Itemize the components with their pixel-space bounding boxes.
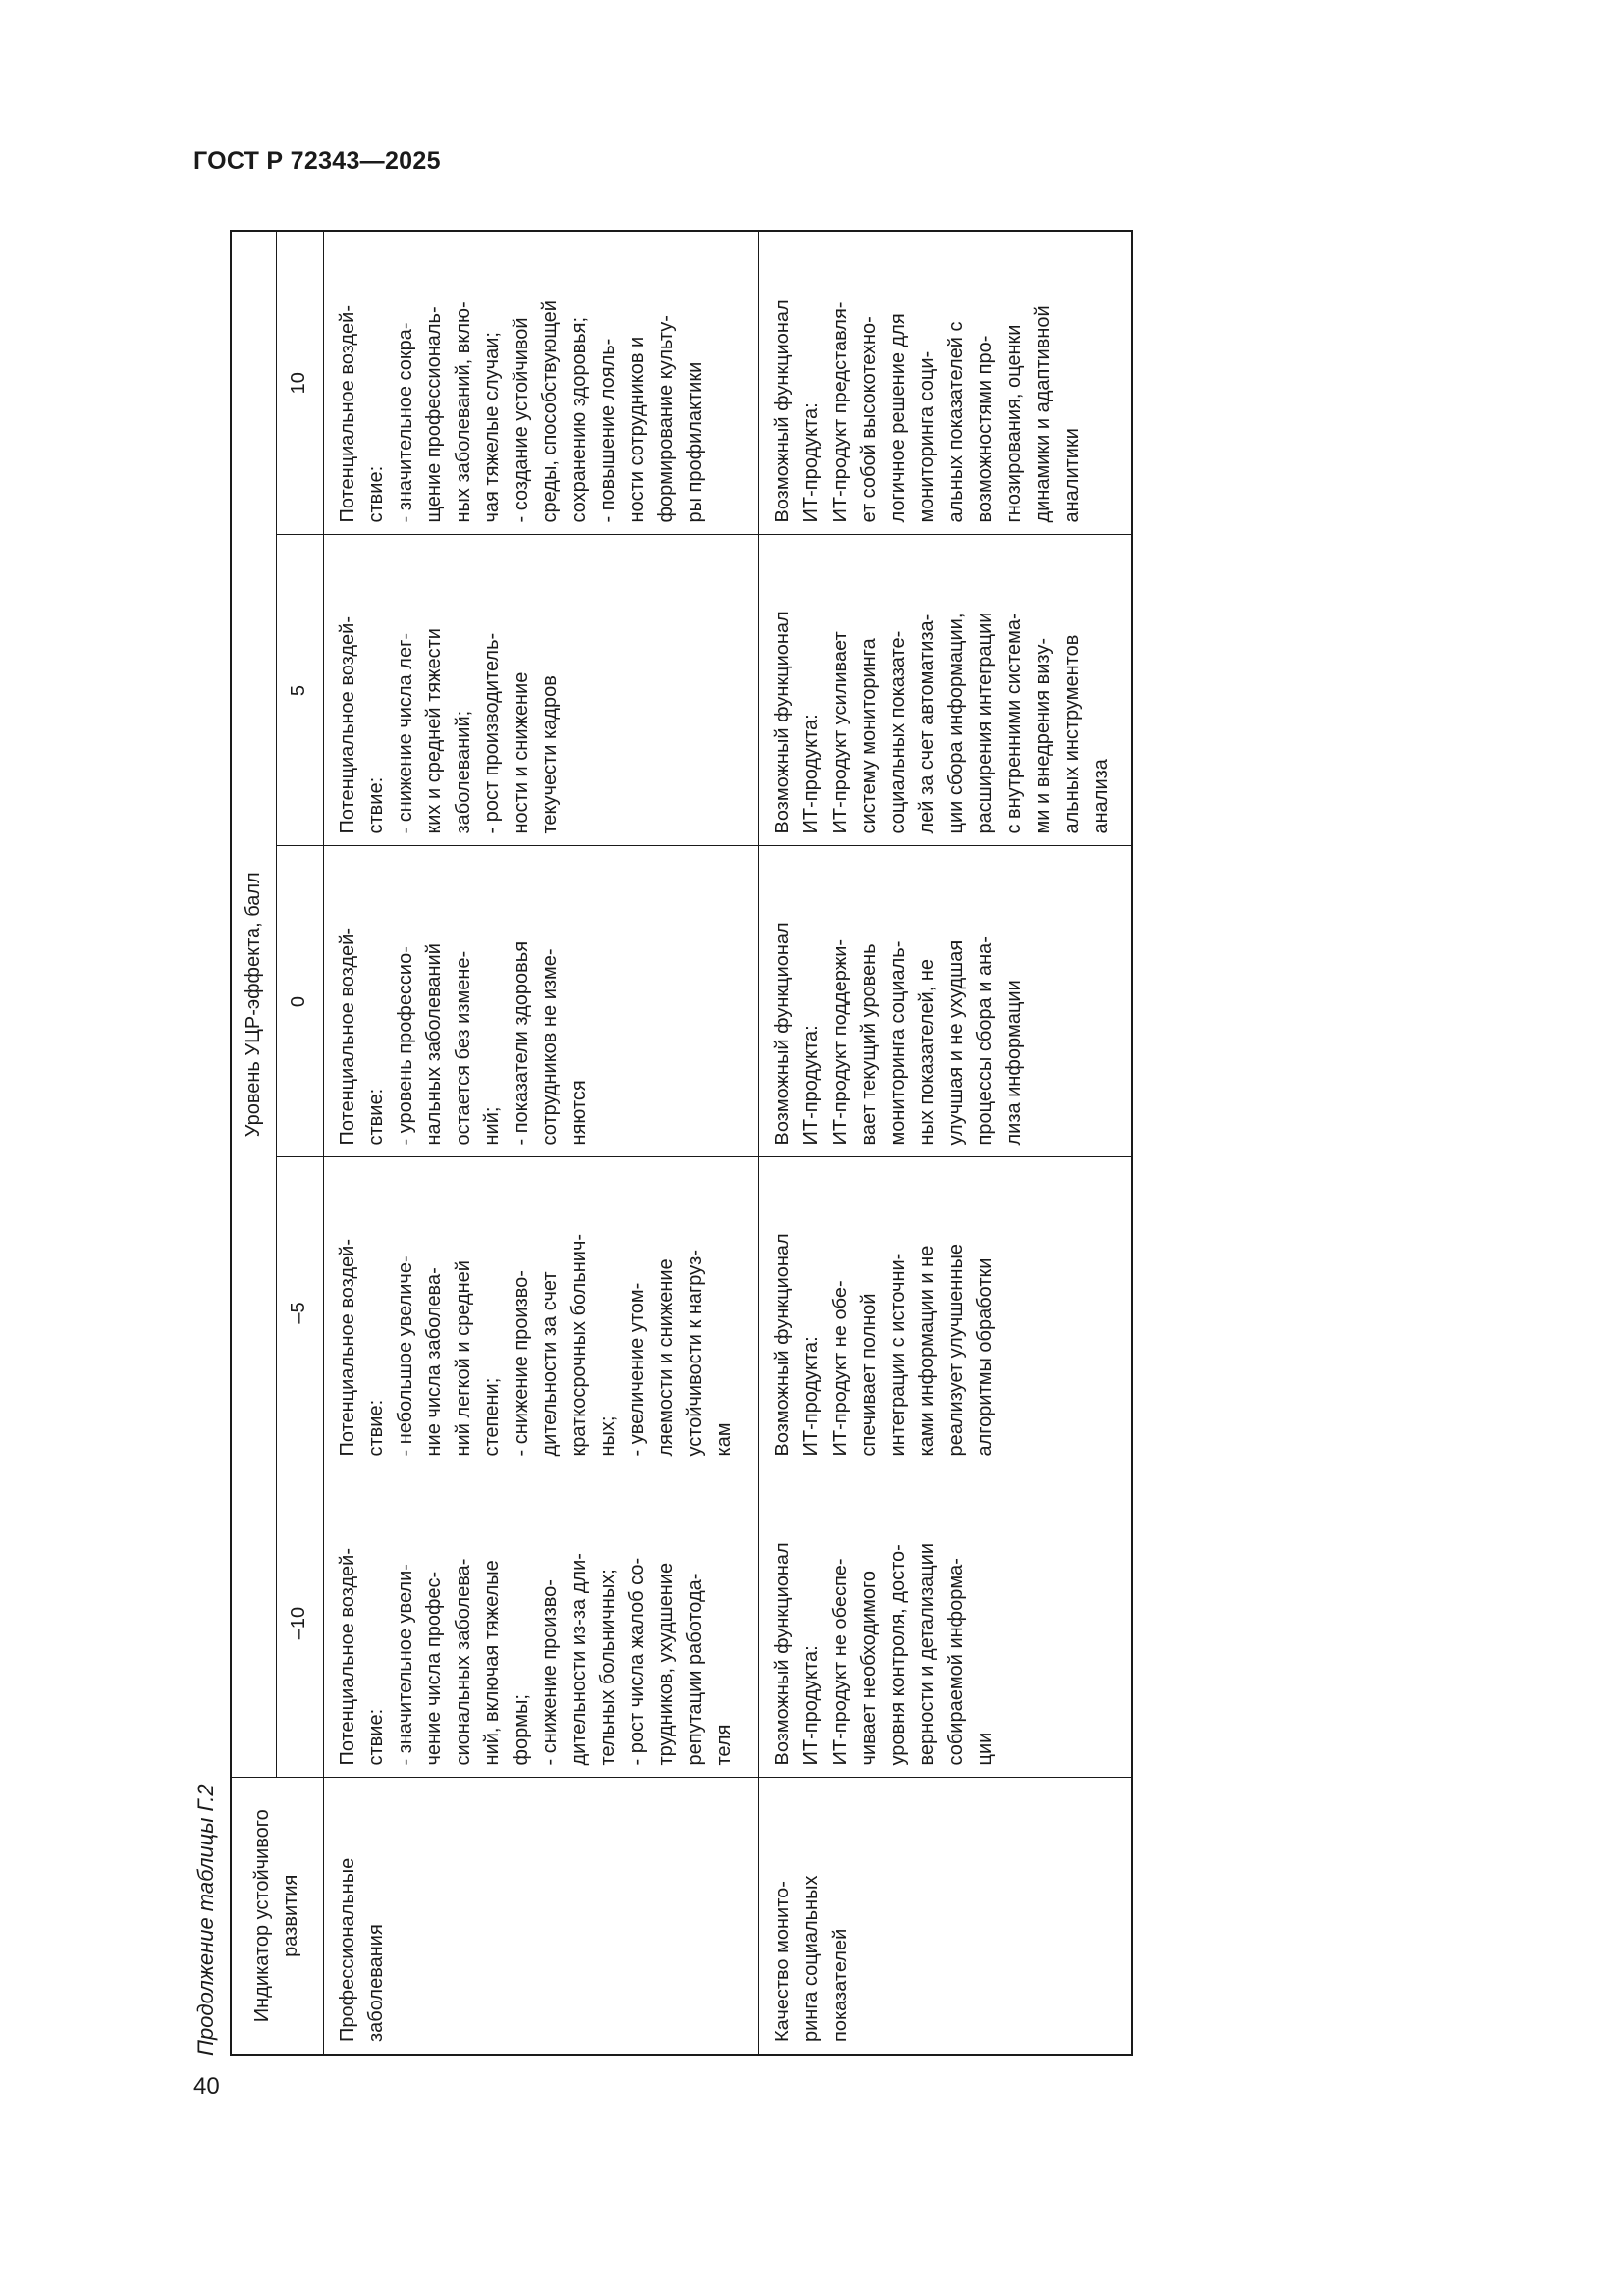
indicator-header: Индикатор устойчивого развития [231,1778,323,2055]
table-cell: Потенциальное воздей- ствие: - значительное увели- чение числа профес- сиональных заболева- ний, включая тяжелые формы; - снижение произво- дительности из-за дли- тельных больничных; - рост числа жалоб со- трудников, ухудшение репутации работода- теля [323,1468,758,1778]
table-cell: Возможный функционал ИТ-продукта: ИТ-продукт поддержи- вает текущий уровень мониторинга социаль- ных показателей, не улучшая и не ухудшая процессы сбора и ана- лиза информации [758,846,1132,1157]
table-cell: Возможный функционал ИТ-продукта: ИТ-продукт представля- ет собой высокотехно- логичное решение для мониторинга соци- альных показателей с возможностями про- гнозирования, оценки динамики и адаптивной аналитики [758,231,1132,535]
table-cell: Потенциальное воздей- ствие: - небольшое увеличе- ние числа заболева- ний легкой и средней степени; - снижение произво- дительности за счет краткосрочных больнич- ных; - увеличение утом- ляемости и снижение устойчивости к нагруз- кам [323,1157,758,1468]
table-row [758,231,1132,2055]
page-number: 40 [193,2073,220,2100]
table-cell: Потенциальное воздей- ствие: - снижение числа лег- ких и средней тяжести заболеваний; - рост производитель- ности и снижение текучести кадров [323,535,758,846]
table-caption: Продолжение таблицы Г.2 [193,1784,218,2056]
level-5: 5 [276,535,323,846]
table-cell: Потенциальное воздей- ствие: - уровень профессио- нальных заболеваний остается без измене- ний; - показатели здоровья сотрудников не изме- няются [323,846,758,1157]
level-header: Уровень УЦР-эффекта, балл [231,231,276,1778]
level-minus-10: –10 [276,1468,323,1778]
indicator-cell: Качество монито- ринга социальных показателей [758,1778,1132,2055]
level-0: 0 [276,846,323,1157]
table-row [323,231,758,2055]
table-cell: Возможный функционал ИТ-продукта: ИТ-продукт не обе- спечивает полной интеграции с источни- ками информации и не реализует улучшенные алгоритмы обработки [758,1157,1132,1468]
sustainability-table [230,230,1133,2056]
indicator-cell: Профессиональные заболевания [323,1778,758,2055]
rotated-table-container [230,232,1133,2056]
table-cell: Возможный функционал ИТ-продукта: ИТ-продукт усиливает систему мониторинга социальных показате- лей за счет автоматиза- ции сбора информации, расширения интеграции с внутренними система- ми и внедрения визу- альных инструментов анализа [758,535,1132,846]
level-minus-5: –5 [276,1157,323,1468]
table-cell: Возможный функционал ИТ-продукта: ИТ-продукт не обеспе- чивает необходимого уровня контроля, досто- верности и детализации собираемой информа- ции [758,1468,1132,1778]
caption-container [187,1732,226,2056]
table-cell: Потенциальное воздей- ствие: - значительное сокра- щение профессиональ- ных заболеваний, вклю- чая тяжелые случаи; - создание устойчивой среды, способствующей сохранению здоровья; - повышение лояль- ности сотрудников и формирование культу- ры профилактики [323,231,758,535]
level-10: 10 [276,231,323,535]
document-header: ГОСТ Р 72343—2025 [193,147,441,175]
